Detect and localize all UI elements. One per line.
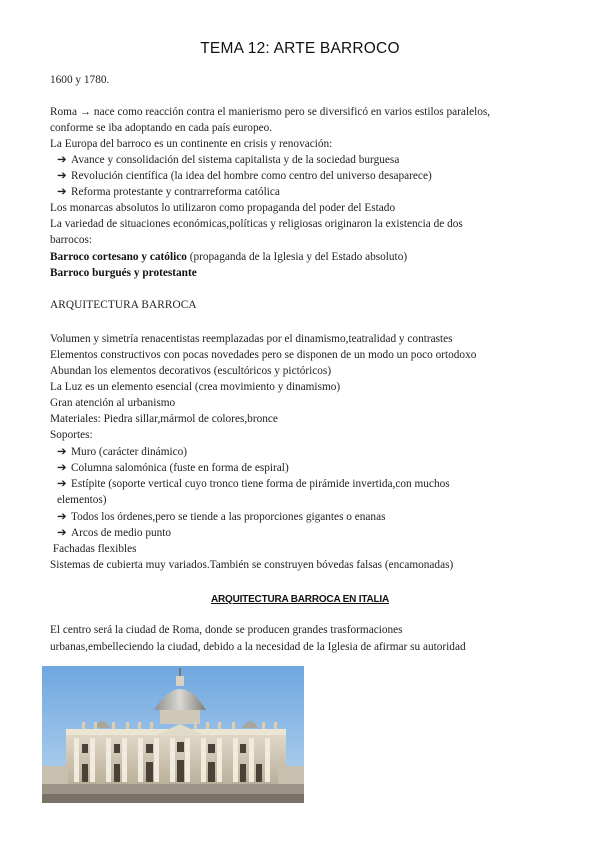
italia-heading: ARQUITECTURA BARROCA EN ITALIA [210, 594, 390, 605]
arrow-bullet-icon: ➔ [57, 462, 67, 474]
soportes-label: Soportes: [50, 429, 93, 441]
intro-line-1: Roma → nace como reacción contra el manierismo pero se diversificó en varios estilos paralelos, [50, 106, 491, 118]
bullet-text: Arcos de medio punto [71, 527, 172, 539]
barroco-cortesano-desc: (propaganda de la Iglesia y del Estado absoluto) [186, 251, 408, 263]
soporte-bullet-3-continuation: elementos) [57, 494, 107, 506]
arrow-bullet-icon: ➔ [57, 154, 67, 166]
soporte-bullet-3 [57, 476, 450, 492]
arrow-bullet-icon: ➔ [57, 511, 67, 523]
bullet-text: Muro (carácter dinámico) [71, 446, 188, 458]
bullet-text: Todos los órdenes,pero se tiende a las proporciones gigantes o enanas [71, 511, 386, 523]
intro-line-3: La Europa del barroco es un continente en crisis y renovación: [50, 138, 333, 150]
bullet-text: Reforma protestante y contrarreforma católica [71, 186, 280, 198]
dates-line: 1600 y 1780. [50, 74, 110, 86]
bullet-text: Estípite (soporte vertical cuyo tronco tiene forma de pirámide invertida,con muchos [71, 478, 450, 490]
barroco-cortesano-line [50, 249, 407, 265]
st-peters-basilica-photo [42, 666, 304, 803]
soporte-bullet-1 [57, 444, 187, 460]
soporte-bullet-5 [57, 525, 171, 541]
fachadas-line: Fachadas flexibles [50, 543, 137, 555]
bullet-text: Columna salomónica (fuste en forma de espiral) [71, 462, 289, 474]
crisis-bullet-3 [57, 184, 280, 200]
variedad-line-2: barrocos: [50, 234, 93, 246]
page-title: TEMA 12: ARTE BARROCO [200, 40, 400, 57]
barroco-burgues-term: Barroco burgués y protestante [50, 267, 197, 279]
arq-line-5: Gran atención al urbanismo [50, 397, 176, 409]
arq-line-2: Elementos constructivos con pocas novedades pero se disponen de un modo un poco ortodoxo [50, 349, 477, 361]
crisis-bullet-2 [57, 168, 432, 184]
arrow-bullet-icon: ➔ [57, 527, 67, 539]
arq-line-4: La Luz es un elemento esencial (crea movimiento y dinamismo) [50, 381, 341, 393]
soporte-bullet-2 [57, 460, 289, 476]
arrow-bullet-icon: ➔ [57, 478, 67, 490]
arrow-bullet-icon: ➔ [57, 446, 67, 458]
bullet-text: Revolución científica (la idea del hombre como centro del universo desaparece) [71, 170, 432, 182]
sistemas-line: Sistemas de cubierta muy variados.También se construyen bóvedas falsas (encamonadas) [50, 559, 454, 571]
soporte-bullet-4 [57, 509, 386, 525]
italia-line-2: urbanas,embelleciendo la ciudad, debido a la necesidad de la Iglesia de afirmar su autoridad [50, 641, 466, 653]
italia-line-1: El centro será la ciudad de Roma, donde se producen grandes trasformaciones [50, 624, 403, 636]
monarcas-line: Los monarcas absolutos lo utilizaron como propaganda del poder del Estado [50, 202, 396, 214]
crisis-bullet-1 [57, 152, 399, 168]
barroco-cortesano-term: Barroco cortesano y católico [50, 251, 187, 263]
intro-line-2: conforme se iba adoptando en cada país europeo. [50, 122, 273, 134]
variedad-line-1: La variedad de situaciones económicas,políticas y religiosas originaron la existencia de dos [50, 218, 463, 230]
arquitectura-heading: ARQUITECTURA BARROCA [50, 299, 197, 311]
bullet-text: Avance y consolidación del sistema capitalista y de la sociedad burguesa [71, 154, 400, 166]
arq-line-1: Volumen y simetría renacentistas reemplazadas por el dinamismo,teatralidad y contrastes [50, 333, 453, 345]
arrow-bullet-icon: ➔ [57, 186, 67, 198]
arq-line-6: Materiales: Piedra sillar,mármol de colores,bronce [50, 413, 278, 425]
arq-line-3: Abundan los elementos decorativos (escultóricos y pictóricos) [50, 365, 332, 377]
arrow-bullet-icon: ➔ [57, 170, 67, 182]
